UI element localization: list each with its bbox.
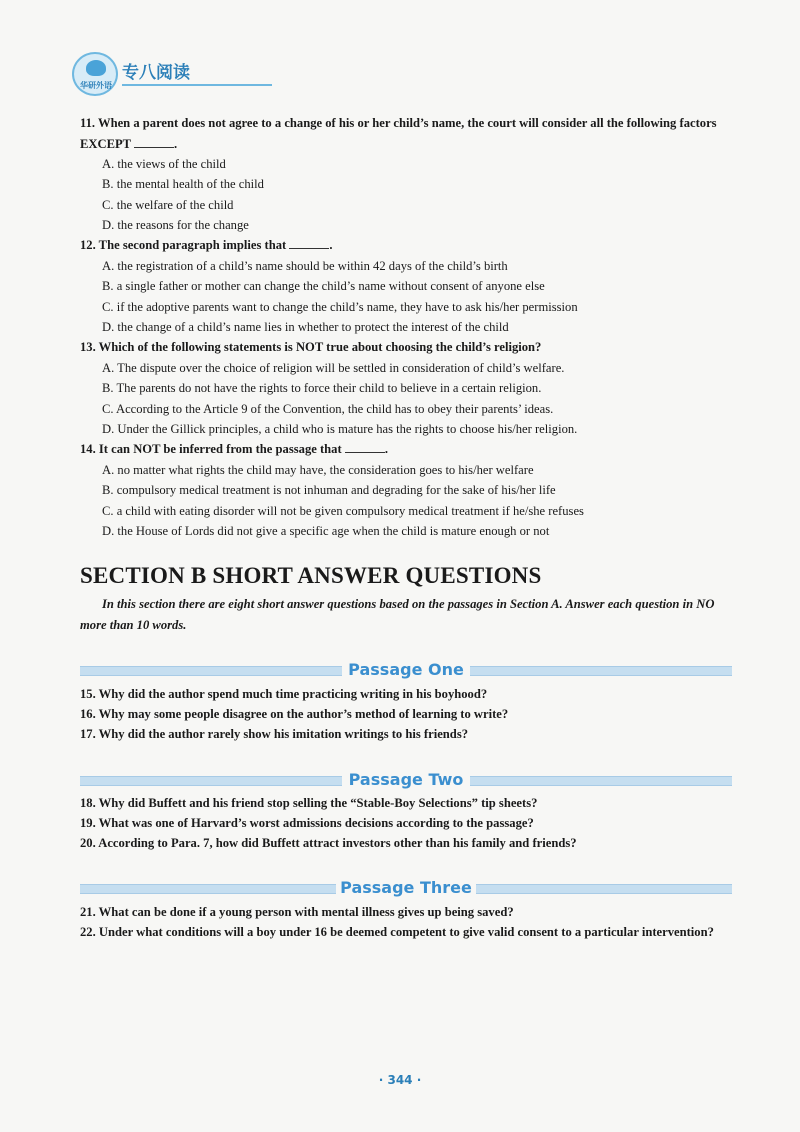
question-12: 12. The second paragraph implies that . xyxy=(80,238,333,252)
option: A. The dispute over the choice of religion will be settled in consideration of child’s welfare. xyxy=(102,361,565,375)
passage-title: Passage One xyxy=(348,660,464,679)
option: A. the views of the child xyxy=(102,157,226,171)
question-19: 19. What was one of Harvard’s worst admissions decisions according to the passage? xyxy=(80,816,534,830)
question-18: 18. Why did Buffett and his friend stop selling the “Stable-Boy Selections” tip sheets? xyxy=(80,796,538,810)
option: A. no matter what rights the child may have, the consideration goes to his/her welfare xyxy=(102,463,534,477)
option: B. compulsory medical treatment is not inhuman and degrading for the sake of his/her life xyxy=(102,483,556,497)
page-number: · 344 · xyxy=(378,1073,422,1087)
passage-title: Passage Two xyxy=(348,770,464,789)
option: D. the reasons for the change xyxy=(102,218,249,232)
option: C. a child with eating disorder will not be given compulsory medical treatment if he/she refuses xyxy=(102,504,584,518)
option: A. the registration of a child’s name should be within 42 days of the child’s birth xyxy=(102,259,508,273)
question-15: 15. Why did the author spend much time practicing writing in his boyhood? xyxy=(80,687,488,701)
header-divider xyxy=(122,84,272,86)
answer-blank xyxy=(345,440,385,453)
series-title: 专八阅读 xyxy=(122,63,190,83)
answer-blank xyxy=(134,135,174,148)
option: B. a single father or mother can change the child’s name without consent of anyone else xyxy=(102,279,545,293)
option: B. The parents do not have the rights to force their child to believe in a certain religion. xyxy=(102,381,542,395)
question-17: 17. Why did the author rarely show his imitation writings to his friends? xyxy=(80,727,469,741)
option: D. the change of a child’s name lies in whether to protect the interest of the child xyxy=(102,320,509,334)
question-16: 16. Why may some people disagree on the author’s method of learning to write? xyxy=(80,707,509,721)
option: D. the House of Lords did not give a specific age when the child is mature enough or not xyxy=(102,524,550,538)
option: D. Under the Gillick principles, a child who is mature has the rights to choose his/her religion. xyxy=(102,422,578,436)
passage-banner xyxy=(80,658,732,682)
logo-badge-icon: 华研外语 xyxy=(72,52,118,96)
option: B. the mental health of the child xyxy=(102,177,264,191)
answer-blank xyxy=(289,236,329,249)
option: C. the welfare of the child xyxy=(102,198,234,212)
option: C. According to the Article 9 of the Convention, the child has to obey their parents’ ideas. xyxy=(102,402,554,416)
section-instructions: In this section there are eight short answer questions based on the passages in Section A. Answer each question in NO more than 10 words. xyxy=(80,597,715,632)
question-21: 21. What can be done if a young person with mental illness gives up being saved? xyxy=(80,905,514,919)
question-14: 14. It can NOT be inferred from the passage that . xyxy=(80,442,388,456)
passage-banner xyxy=(80,768,732,792)
question-11: 11. When a parent does not agree to a change of his or her child’s name, the court will consider all the following factors EXCEPT . xyxy=(80,116,717,151)
publisher-logo xyxy=(72,52,212,96)
passage-title: Passage Three xyxy=(340,878,472,897)
question-13: 13. Which of the following statements is NOT true about choosing the child’s religion? xyxy=(80,340,542,354)
passage-banner xyxy=(80,876,732,900)
question-20: 20. According to Para. 7, how did Buffett attract investors other than his family and friends? xyxy=(80,836,577,850)
option: C. if the adoptive parents want to change the child’s name, they have to ask his/her permission xyxy=(102,300,578,314)
section-heading: SECTION B SHORT ANSWER QUESTIONS xyxy=(80,563,542,588)
question-22: 22. Under what conditions will a boy under 16 be deemed competent to give valid consent to a particular intervention? xyxy=(80,925,714,939)
